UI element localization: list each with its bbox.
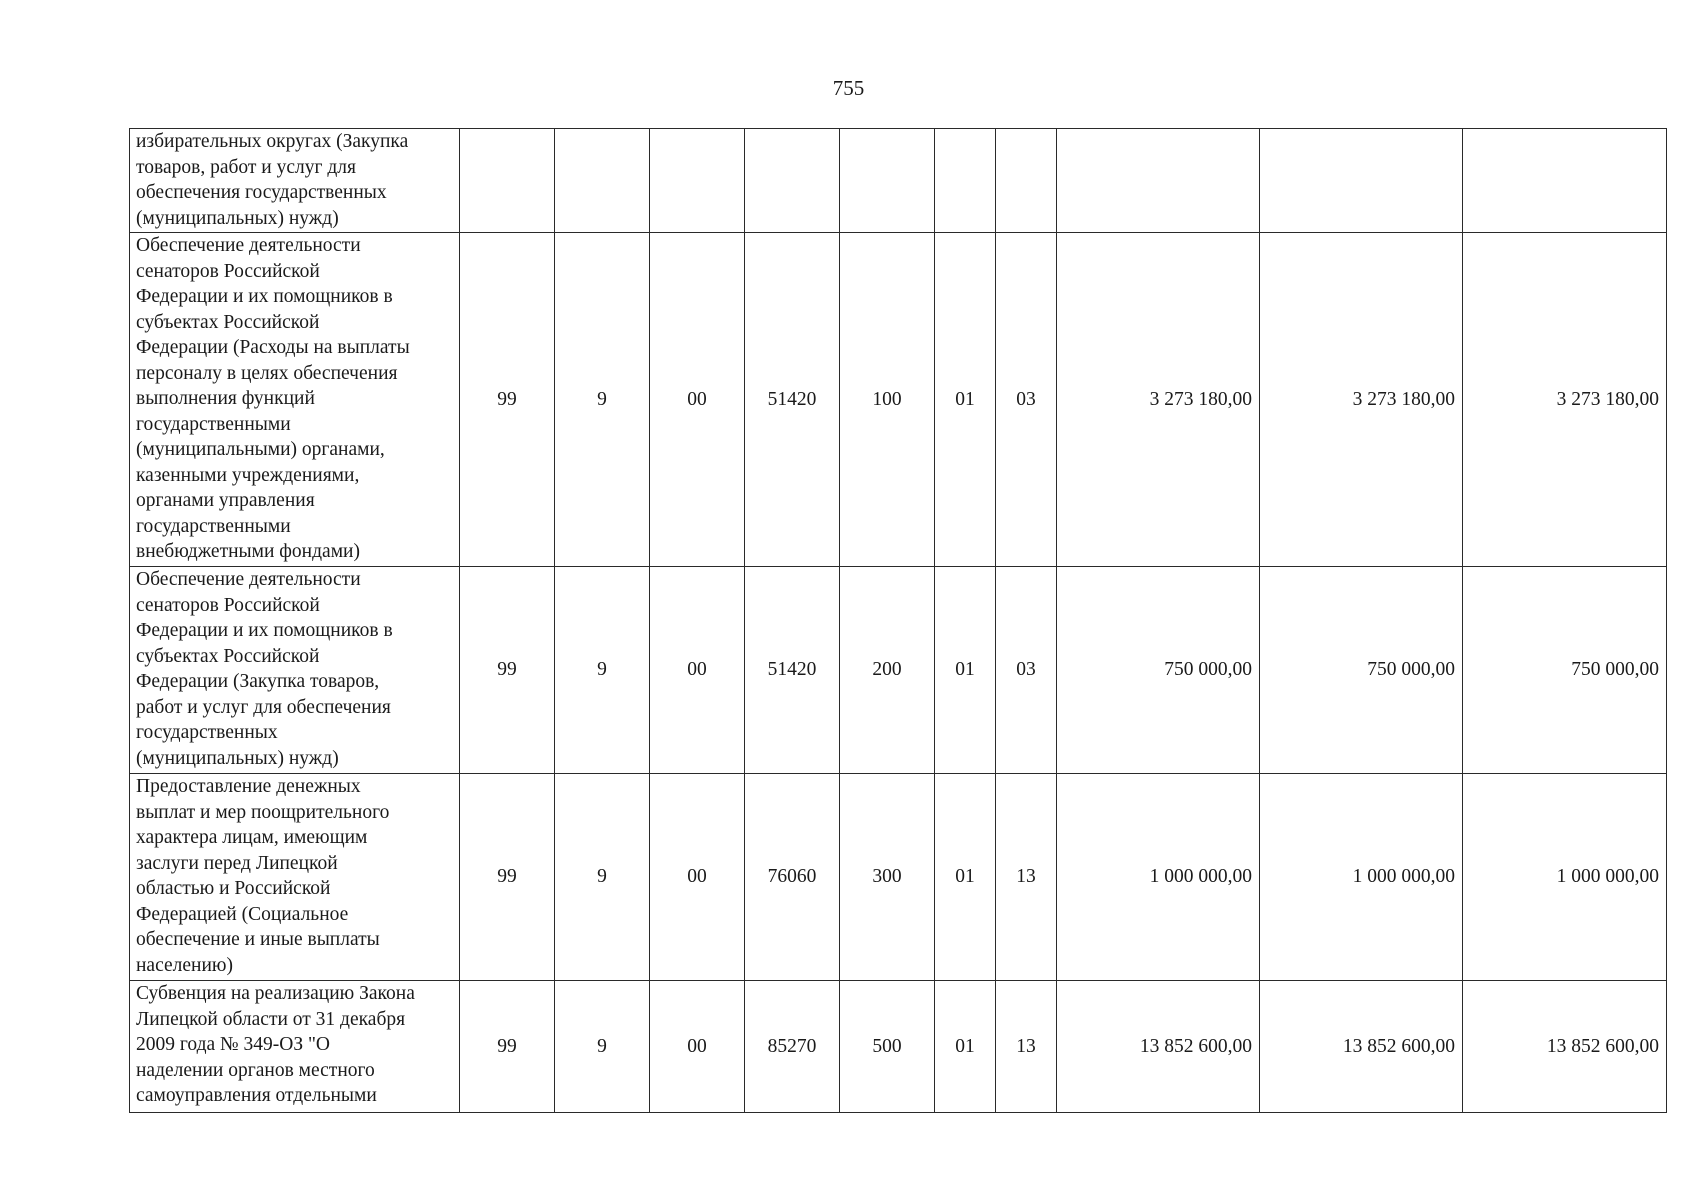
main-event-code: 00 xyxy=(650,981,745,1113)
section-code: 01 xyxy=(935,233,996,567)
amount-year-2: 1 000 000,00 xyxy=(1260,774,1463,981)
subsection-code: 03 xyxy=(996,233,1057,567)
page-number: 755 xyxy=(832,76,865,100)
amount-year-1: 1 000 000,00 xyxy=(1057,774,1260,981)
amount-year-2 xyxy=(1260,129,1463,233)
subsection-code: 13 xyxy=(996,774,1057,981)
direction-code: 51420 xyxy=(745,233,840,567)
main-event-code: 00 xyxy=(650,233,745,567)
amount-year-2: 3 273 180,00 xyxy=(1260,233,1463,567)
direction-code: 51420 xyxy=(745,567,840,774)
subprogram-code: 9 xyxy=(555,233,650,567)
row-description-cell xyxy=(130,567,460,774)
amount-year-3: 1 000 000,00 xyxy=(1463,774,1667,981)
main-event-code: 00 xyxy=(650,567,745,774)
row-description: избирательных округах (Закупка товаров, работ и услуг для обеспечения государственных (муниципальных) нужд) xyxy=(136,131,409,229)
section-code xyxy=(935,129,996,233)
main-event-code: 00 xyxy=(650,774,745,981)
program-code: 99 xyxy=(460,981,555,1113)
expense-type-code: 100 xyxy=(840,233,935,567)
direction-code: 76060 xyxy=(745,774,840,981)
program-code: 99 xyxy=(460,774,555,981)
section-code: 01 xyxy=(935,567,996,774)
program-code xyxy=(460,129,555,233)
row-description: Субвенция на реализацию Закона Липецкой области от 31 декабря 2009 года № 349-ОЗ "О наделении органов местного самоуправления отдельными xyxy=(136,983,415,1106)
expense-type-code: 200 xyxy=(840,567,935,774)
section-code: 01 xyxy=(935,981,996,1113)
program-code: 99 xyxy=(460,567,555,774)
subsection-code xyxy=(996,129,1057,233)
amount-year-3 xyxy=(1463,129,1667,233)
subprogram-code: 9 xyxy=(555,774,650,981)
row-description-cell xyxy=(130,981,460,1113)
subsection-code: 03 xyxy=(996,567,1057,774)
program-code: 99 xyxy=(460,233,555,567)
row-description: Обеспечение деятельности сенаторов Российской Федерации и их помощников в субъектах Российской Федерации (Расходы на выплаты персоналу в целях обеспечения выполнения функций государственными (муниципальными) органами, казенными учреждениями, органами управления государственными внебюджетными фондами) xyxy=(136,235,410,562)
row-description-cell xyxy=(130,774,460,981)
expense-type-code: 300 xyxy=(840,774,935,981)
direction-code xyxy=(745,129,840,233)
amount-year-3: 13 852 600,00 xyxy=(1463,981,1667,1113)
table-row xyxy=(130,981,1667,1113)
table-body xyxy=(130,129,1667,1113)
main-event-code xyxy=(650,129,745,233)
amount-year-3: 750 000,00 xyxy=(1463,567,1667,774)
row-description-cell xyxy=(130,233,460,567)
amount-year-3: 3 273 180,00 xyxy=(1463,233,1667,567)
subprogram-code: 9 xyxy=(555,567,650,774)
row-description: Предоставление денежных выплат и мер поощрительного характера лицам, имеющим заслуги перед Липецкой областью и Российской Федерацией (Социальное обеспечение и иные выплаты населению) xyxy=(136,776,390,976)
row-description-cell xyxy=(130,129,460,233)
subprogram-code xyxy=(555,129,650,233)
amount-year-1: 3 273 180,00 xyxy=(1057,233,1260,567)
section-code: 01 xyxy=(935,774,996,981)
expense-type-code xyxy=(840,129,935,233)
amount-year-2: 750 000,00 xyxy=(1260,567,1463,774)
table-row xyxy=(130,233,1667,567)
amount-year-2: 13 852 600,00 xyxy=(1260,981,1463,1113)
direction-code: 85270 xyxy=(745,981,840,1113)
amount-year-1: 750 000,00 xyxy=(1057,567,1260,774)
budget-table xyxy=(129,128,1667,1113)
subprogram-code: 9 xyxy=(555,981,650,1113)
amount-year-1 xyxy=(1057,129,1260,233)
amount-year-1: 13 852 600,00 xyxy=(1057,981,1260,1113)
row-description: Обеспечение деятельности сенаторов Российской Федерации и их помощников в субъектах Российской Федерации (Закупка товаров, работ и услуг для обеспечения государственных (муниципальных) нужд) xyxy=(136,569,393,769)
table-row xyxy=(130,774,1667,981)
table-row xyxy=(130,567,1667,774)
table-row xyxy=(130,129,1667,233)
expense-type-code: 500 xyxy=(840,981,935,1113)
subsection-code: 13 xyxy=(996,981,1057,1113)
